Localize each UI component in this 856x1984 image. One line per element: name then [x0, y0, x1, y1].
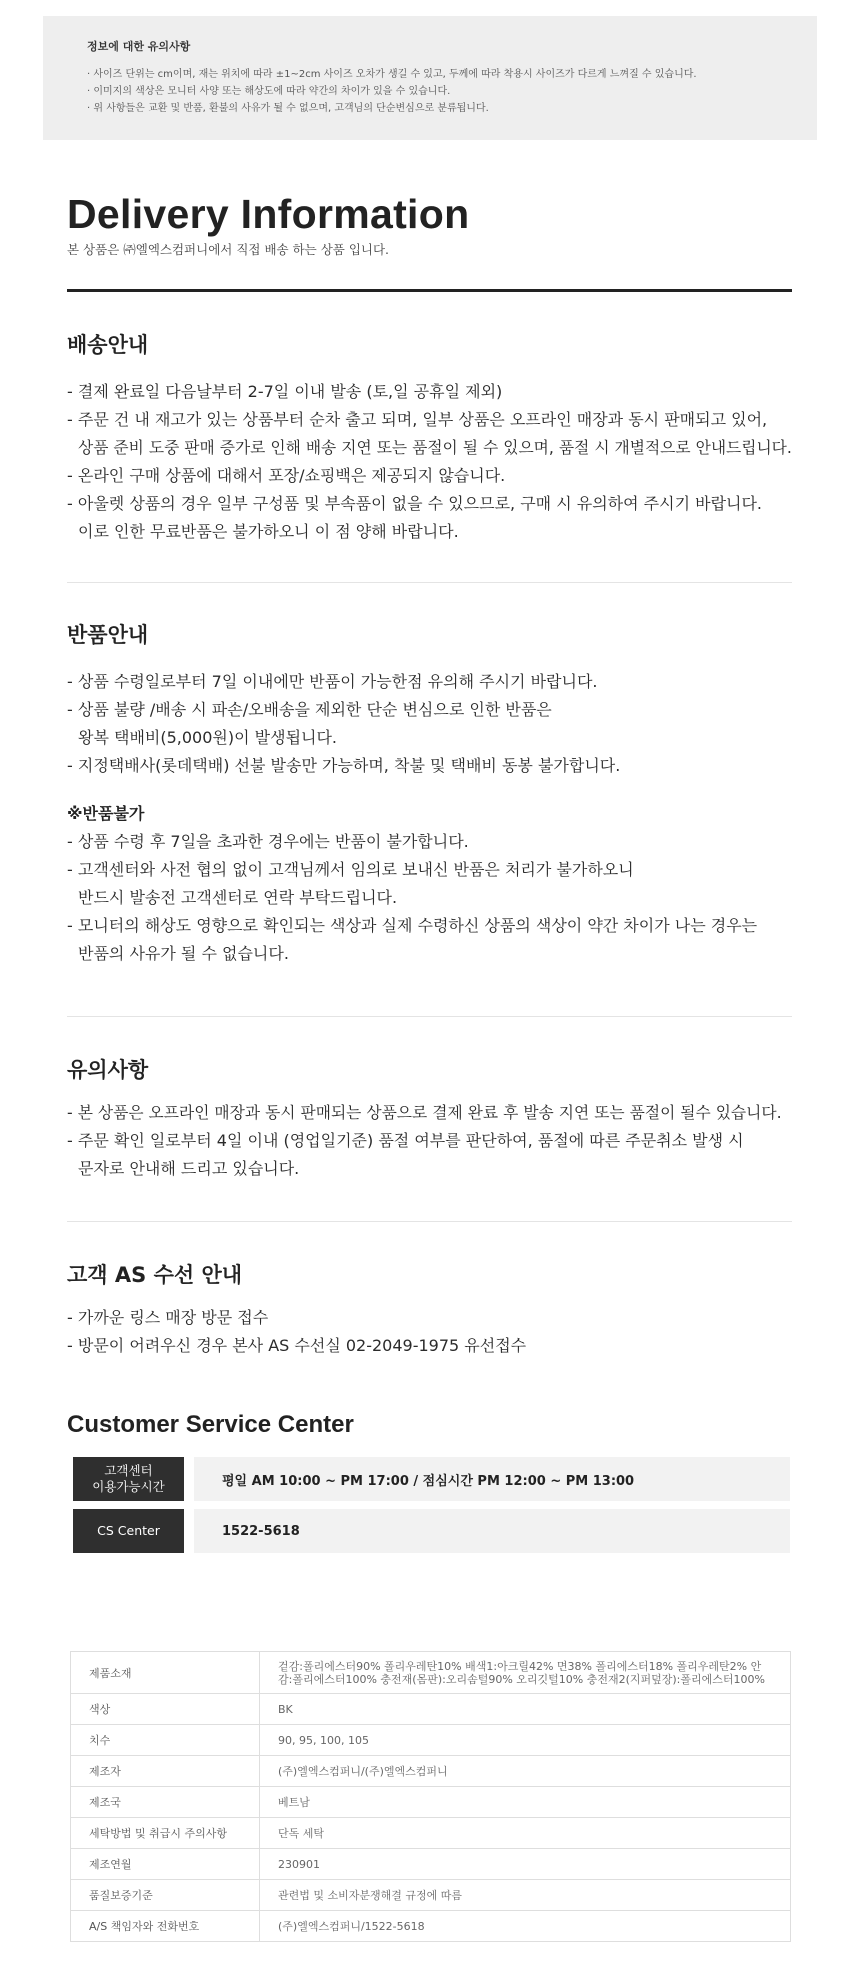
no-return-title: ※반품불가	[67, 804, 145, 823]
table-row	[71, 1756, 791, 1787]
returns-line: - 지정택배사(롯데택배) 선불 발송만 가능하며, 착불 및 택배비 동봉 불가합니다.	[67, 756, 621, 775]
returns-section	[67, 620, 792, 968]
table-row	[71, 1652, 791, 1694]
table-row	[71, 1849, 791, 1880]
caution-title: 유의사항	[67, 1058, 149, 1082]
shipping-line: - 온라인 구매 상품에 대해서 포장/쇼핑백은 제공되지 않습니다.	[67, 466, 506, 485]
spec-value: 겉감:폴리에스터90% 폴리우레탄10% 배색1:아크릴42% 면38% 폴리에스터18% 폴리우레탄2% 안감:폴리에스터100% 충전재(몸판):오리솜털90% 오리깃털10% 충전재2(지퍼덮장):폴리에스터100%	[260, 1652, 791, 1694]
cs-hours-value: 평일 AM 10:00 ~ PM 17:00 / 점심시간 PM 12:00 ~ PM 13:00	[194, 1457, 790, 1501]
cs-hours-row	[73, 1457, 790, 1501]
spec-value: 베트남	[260, 1787, 791, 1818]
returns-line: - 상품 불량 /배송 시 파손/오배송을 제외한 단순 변심으로 인한 반품은	[67, 700, 552, 719]
delivery-header	[67, 190, 792, 258]
cs-center-phone: 1522-5618	[194, 1509, 790, 1553]
spec-key: 색상	[71, 1694, 260, 1725]
shipping-line: - 결제 완료일 다음날부터 2-7일 이내 발송 (토,일 공휴일 제외)	[67, 382, 503, 401]
table-row	[71, 1725, 791, 1756]
section-divider	[67, 1016, 792, 1017]
spec-key: A/S 책임자와 전화번호	[71, 1911, 260, 1942]
delivery-subtitle: 본 상품은 ㈜엘엑스컴퍼니에서 직접 배송 하는 상품 입니다.	[67, 242, 390, 257]
section-divider	[67, 582, 792, 583]
spec-key: 제조자	[71, 1756, 260, 1787]
cs-hours-label	[73, 1457, 184, 1501]
notice-title: 정보에 대한 유의사항	[87, 40, 191, 53]
delivery-title: Delivery Information	[67, 191, 470, 237]
no-return-line: - 고객센터와 사전 협의 없이 고객님께서 임의로 보내신 반품은 처리가 불가하오니	[67, 860, 634, 879]
table-row	[71, 1818, 791, 1849]
no-return-line: 반품의 사유가 될 수 없습니다.	[78, 944, 289, 963]
product-spec-table	[70, 1651, 791, 1942]
cs-phone-row	[73, 1509, 790, 1553]
spec-value: BK	[260, 1694, 791, 1725]
as-section	[67, 1260, 792, 1360]
returns-title: 반품안내	[67, 623, 149, 647]
spec-key: 치수	[71, 1725, 260, 1756]
spec-key: 세탁방법 및 취급시 주의사항	[71, 1818, 260, 1849]
returns-line: 왕복 택배비(5,000원)이 발생됩니다.	[78, 728, 338, 747]
caution-line: 문자로 안내해 드리고 있습니다.	[78, 1159, 300, 1178]
table-row	[71, 1694, 791, 1725]
cs-hours-label-line: 고객센터	[104, 1463, 153, 1478]
spec-value: 230901	[260, 1849, 791, 1880]
table-row	[71, 1787, 791, 1818]
as-line: - 가까운 링스 매장 방문 접수	[67, 1308, 269, 1327]
notice-line: · 이미지의 색상은 모니터 사양 또는 해상도에 따라 약간의 차이가 있을 수 있습니다.	[87, 86, 451, 97]
section-divider	[67, 1221, 792, 1222]
no-return-line: - 상품 수령 후 7일을 초과한 경우에는 반품이 불가합니다.	[67, 832, 469, 851]
shipping-line: 이로 인한 무료반품은 불가하오니 이 점 양해 바랍니다.	[78, 522, 459, 541]
spec-value: (주)엘엑스컴퍼니/(주)엘엑스컴퍼니	[260, 1756, 791, 1787]
spec-value: (주)엘엑스컴퍼니/1522-5618	[260, 1911, 791, 1942]
caution-line: - 주문 확인 일로부터 4일 이내 (영업일기준) 품절 여부를 판단하여, 품절에 따른 주문취소 발생 시	[67, 1131, 744, 1150]
spec-value: 단독 세탁	[260, 1818, 791, 1849]
shipping-line: 상품 준비 도중 판매 증가로 인해 배송 지연 또는 품절이 될 수 있으며, 품절 시 개별적으로 안내드립니다.	[78, 438, 792, 457]
as-title: 고객 AS 수선 안내	[67, 1263, 243, 1287]
returns-line: - 상품 수령일로부터 7일 이내에만 반품이 가능한점 유의해 주시기 바랍니다.	[67, 672, 598, 691]
shipping-section	[67, 330, 792, 546]
info-notice-box	[43, 16, 817, 140]
notice-line: · 위 사항들은 교환 및 반품, 환불의 사유가 될 수 없으며, 고객님의 단순변심으로 분류됩니다.	[87, 103, 489, 114]
shipping-line: - 아울렛 상품의 경우 일부 구성품 및 부속품이 없을 수 있으므로, 구매 시 유의하여 주시기 바랍니다.	[67, 494, 763, 513]
spec-value: 관련법 및 소비자분쟁해결 규정에 따름	[260, 1880, 791, 1911]
as-line: - 방문이 어려우신 경우 본사 AS 수선실 02-2049-1975 유선접수	[67, 1336, 527, 1355]
no-return-line: 반드시 발송전 고객센터로 연락 부탁드립니다.	[78, 888, 398, 907]
caution-section	[67, 1055, 792, 1183]
spec-value: 90, 95, 100, 105	[260, 1725, 791, 1756]
no-return-line: - 모니터의 해상도 영향으로 확인되는 색상과 실제 수령하신 상품의 색상이 약간 차이가 나는 경우는	[67, 916, 758, 935]
spec-key: 품질보증기준	[71, 1880, 260, 1911]
shipping-title: 배송안내	[67, 333, 149, 357]
cs-hours-label-line: 이용가능시간	[92, 1479, 165, 1494]
table-row	[71, 1880, 791, 1911]
spec-key: 제품소재	[71, 1652, 260, 1694]
csc-title: Customer Service Center	[67, 1411, 354, 1438]
notice-line: · 사이즈 단위는 cm이며, 재는 위치에 따라 ±1~2cm 사이즈 오차가 생길 수 있고, 두께에 따라 착용시 사이즈가 다르게 느껴질 수 있습니다.	[87, 69, 697, 80]
shipping-line: - 주문 건 내 재고가 있는 상품부터 순차 출고 되며, 일부 상품은 오프라인 매장과 동시 판매되고 있어,	[67, 410, 768, 429]
caution-line: - 본 상품은 오프라인 매장과 동시 판매되는 상품으로 결제 완료 후 발송 지연 또는 품절이 될수 있습니다.	[67, 1103, 782, 1122]
spec-key: 제조국	[71, 1787, 260, 1818]
spec-key: 제조연월	[71, 1849, 260, 1880]
cs-center-label: CS Center	[73, 1509, 184, 1553]
table-row	[71, 1911, 791, 1942]
header-divider	[67, 289, 792, 292]
